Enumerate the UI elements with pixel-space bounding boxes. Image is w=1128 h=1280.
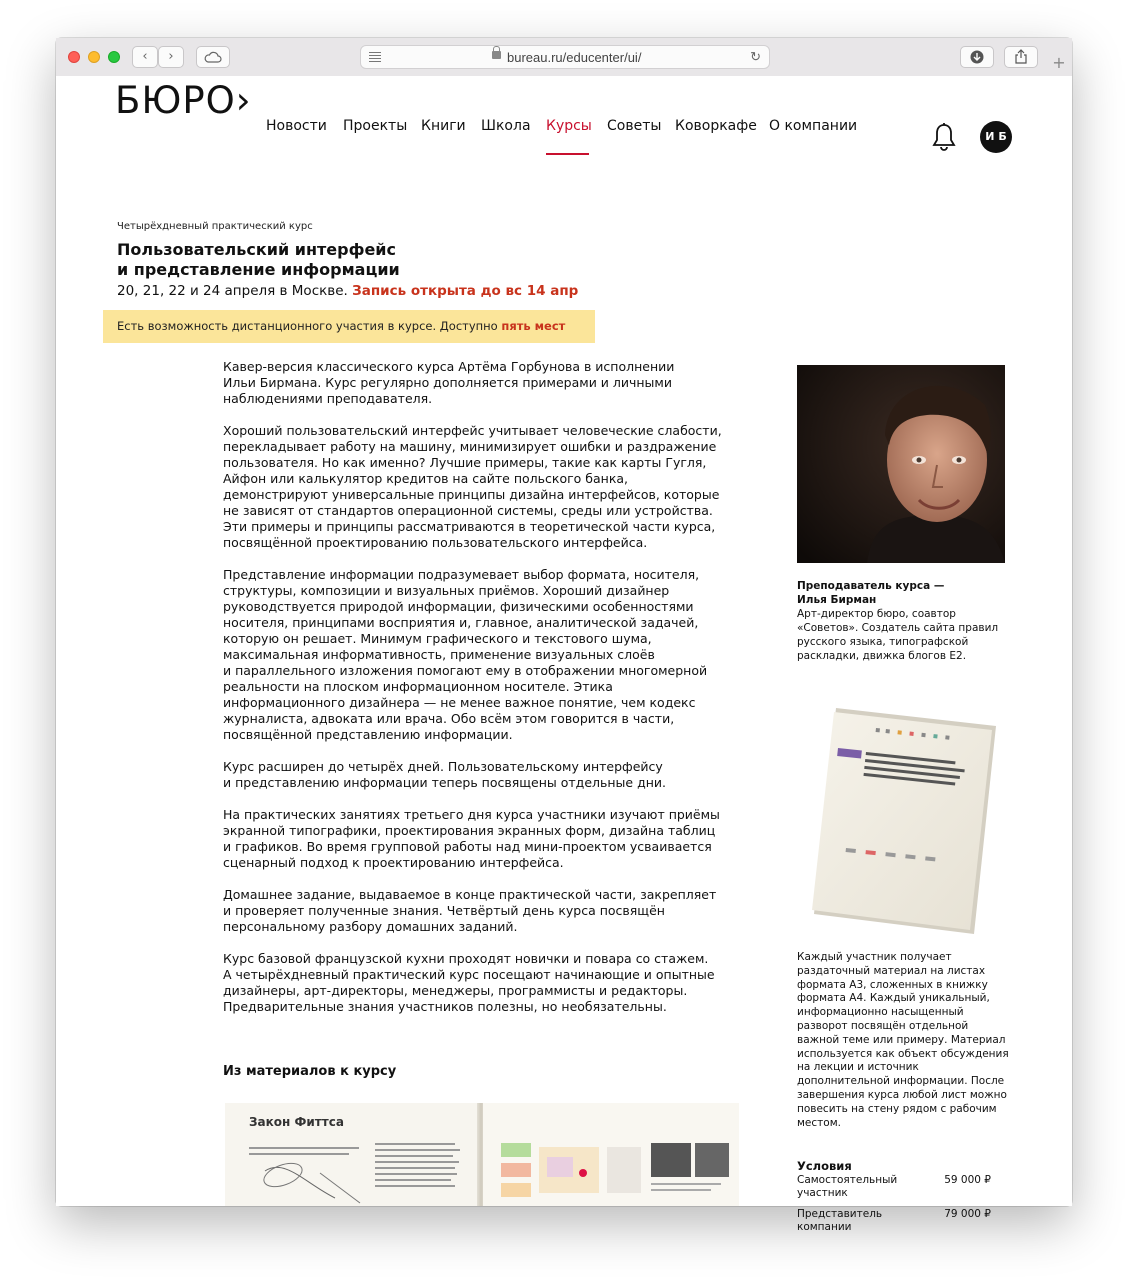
url-text: bureau.ru/educenter/ui/ xyxy=(507,50,642,65)
lock-icon xyxy=(492,51,501,59)
user-avatar[interactable]: И Б xyxy=(980,121,1012,153)
close-window-button[interactable] xyxy=(68,51,80,63)
teacher-name[interactable]: Илья Бирман xyxy=(797,594,877,606)
course-dates: 20, 21, 22 и 24 апреля в Москве. Запись открыта до вс 14 апр xyxy=(117,283,579,299)
materials-description: Каждый участник получает раздаточный материал на листах формата А3, сложенных в книжку формата А4. Каждый уникальный, информационно насыщенный разворот посвящён отдельной важной теме или примеру. Материал используется как объект обсуждения на лекции и источник дополнительной информации. После завершения курса любой лист можно повесить на стену рядом с рабочим местом. xyxy=(797,951,1009,1129)
nav-item-projects[interactable]: Проекты xyxy=(343,118,408,134)
teacher-photo xyxy=(797,365,1005,563)
nav-item-school[interactable]: Школа xyxy=(481,118,531,134)
teacher-caption: Преподаватель курса — Илья Бирман Арт-директор бюро, соавтор «Советов». Создатель сайта правил русского языка, типографской раскладки, движка блогов Е2. xyxy=(797,580,999,662)
zoom-window-button[interactable] xyxy=(108,51,120,63)
back-button[interactable] xyxy=(132,46,158,68)
paragraph: Кавер-версия классического курса Артёма Горбунова в исполнении Ильи Бирмана. Курс регулярно дополняется примерами и личными наблюдениями преподавателя. xyxy=(223,359,675,406)
registration-link[interactable]: Запись открыта до вс 14 апр xyxy=(352,283,579,299)
reader-icon[interactable] xyxy=(369,52,381,64)
paragraph: Курс расширен до четырёх дней. Пользовательскому интерфейсу и представлению информации теперь посвящены отдельные дни. xyxy=(223,759,666,790)
course-description xyxy=(223,359,743,1031)
nav-item-coworkcafe[interactable]: Коворкафе xyxy=(675,118,757,134)
share-icon xyxy=(1015,49,1027,64)
course-title: Пользовательский интерфейс и представление информации xyxy=(117,240,400,279)
chevron-right-icon: › xyxy=(168,49,174,64)
bell-icon[interactable] xyxy=(931,122,957,152)
chevron-left-icon: ‹ xyxy=(142,49,148,64)
nav-item-advice[interactable]: Советы xyxy=(607,118,662,134)
new-tab-button[interactable]: + xyxy=(1052,53,1066,72)
materials-heading: Из материалов к курсу xyxy=(223,1064,397,1079)
downloads-button[interactable] xyxy=(960,46,994,68)
paragraph: Представление информации подразумевает выбор формата, носителя, структуры, композиции и визуальных приёмов. Хороший дизайнер руководствуется природой информации, физическими особенностями носителя, принципами восприятия и, главное, аналитической задачей, которую он решает. Минимум графического и текстового шума, максимальная информативность, применение визуальных слоёв и параллельного изложения помогают ему в отображении многомерной реальности на плоском информационном носителе. Этика информационного дизайнера — не менее важное понятие, чем кодекс журналиста, адвоката или врача. Обо всём этом говорится в части, посвящённой представлению информации. xyxy=(223,567,708,742)
icloud-tabs-button[interactable] xyxy=(196,46,230,68)
share-button[interactable] xyxy=(1004,46,1038,68)
site-logo[interactable]: БЮРО› xyxy=(115,79,252,122)
conditions-heading: Условия xyxy=(797,1159,852,1173)
page: БЮРО› Новости Проекты Книги Школа Курсы Советы Коворкафе О компании И Б Четырёхдневный практический курс Пользовательский интерфейс и представление информации 20, 21, 22 и 24 апреля в Москве. Запись открыта до вс 14 апр Есть возможность дистанционного участия в курсе. Доступно пять мест Кавер-версия классического курса Артёма Горбунова в исполнении Ильи Бирмана. Курс регулярно дополняется примерами и личными наблюдениями преподавателя. Хороший пользовательский интерфейс учитывает человеческие слабости, перекладывает работу на машину, минимизирует ошибки и раздражение пользователя. Но как именно? Лучшие примеры, такие как карты Гугля, Айфон или калькулятор кредитов на сайте польского банка, демонстрируют универсальные принципы дизайна интерфейсов, которые не зависят от стандартов операционной системы, среды или устройства. Эти примеры и принципы рассматриваются в теоретической части курса, посвящённой проектированию пользовательского интерфейса. Представление информации подразумевает выбор формата, носителя, структуры, композиции и визуальных приёмов. Хороший дизайнер руководствуется природой информации, физическими особенностями носителя, принципами восприятия и, главное, аналитической задачей, которую он решает. Минимум графического и текстового шума, максимальная информативность, применение визуальных слоёв и параллельного изложения помогают ему в отображении многомерной реальности на плоском информационном носителе. Этика информационного дизайнера — не менее важное понятие, чем кодекс журналиста, адвоката или врача. Обо всём этом говорится в части, посвящённой представлению информации. Курс расширен до четырёх дней. Пользовательскому интерфейсу и представлению информации теперь посвящены отдельные дни. На практических занятиях третьего дня курса участники изучают приёмы экранной типографики, проектирования экранных форм, дизайна таблиц и графиков. Во время групповой работы над мини-проектом усваивается сценарный подход к проектированию интерфейса. Домашнее задание, выдаваемое в конце практической части, закрепляет и проверяет полученные знания. Четвёртый день курса посвящён персональному разбору домашних заданий. Курс базовой французской кухни проходят новички и повара со стажем. А четырёхдневный практический курс посещают начинающие и опытные дизайнеры, арт-директоры, менеджеры, программисты и редакторы. Предварительные знания участников полезны, но необязательны. Из материалов к курсу Закон Фиттса Преподаватель курса — Илья Бирман Арт-директор бюро, соавтор «Советов». Создатель сайта правил русского языка, типографской раскладки, движка блогов Е2. Каждый участник получает раздаточный материал на листах формата А3, сложенных в книжку формата А4. Каждый уникальный, информационно насыщенный разворот посвящён отдельной важной теме или примеру. Материал используется как объект обсуждения на лекции и источник дополнительной информации. После завершения курса любой лист можно повесить на стену рядом с рабочим местом. Условия Самостоятельный участник 59 000 ₽ Представитель компании 79 000 ₽ xyxy=(56,76,1072,1206)
paragraph: Домашнее задание, выдаваемое в конце практической части, закрепляет и проверяет полученные знания. Четвёртый день курса посвящён персональному разбору домашних заданий. xyxy=(223,887,717,934)
forward-button[interactable] xyxy=(158,46,184,68)
nav-item-about[interactable]: О компании xyxy=(769,118,858,134)
browser-window xyxy=(56,38,1072,1233)
paragraph: Хороший пользовательский интерфейс учитывает человеческие слабости, перекладывает работу на машину, минимизирует ошибки и раздражение пользователя. Но как именно? Лучшие примеры, такие как карты Гугля, Айфон или калькулятор кредитов на сайте польского банка, демонстрируют универсальные принципы дизайна интерфейсов, которые не зависят от стандартов операционной системы, среды или устройства. Эти примеры и принципы рассматриваются в теоретической части курса, посвящённой проектированию пользовательского интерфейса. xyxy=(223,423,722,550)
paragraph: На практических занятиях третьего дня курса участники изучают приёмы экранной типографики, проектирования экранных форм, дизайна таблиц и графиков. Во время групповой работы над мини-проектом усваивается сценарный подход к проектированию интерфейса. xyxy=(223,807,720,870)
reload-icon[interactable]: ↻ xyxy=(750,49,761,64)
download-icon xyxy=(970,50,984,64)
ui-map-illustration xyxy=(483,1103,739,1206)
spread-title: Закон Фиттса xyxy=(249,1115,344,1129)
cloud-icon xyxy=(204,51,222,63)
price-value: 59 000 ₽ xyxy=(944,1174,991,1186)
minimize-window-button[interactable] xyxy=(88,51,100,63)
course-kicker: Четырёхдневный практический курс xyxy=(117,221,313,232)
address-bar[interactable] xyxy=(360,45,770,69)
nav-item-courses[interactable]: Курсы xyxy=(546,118,592,134)
remote-notice: Есть возможность дистанционного участия в курсе. Доступно пять мест xyxy=(103,310,595,343)
title-bar xyxy=(56,38,1072,77)
nav-item-books[interactable]: Книги xyxy=(421,118,466,134)
handout-booklet-image xyxy=(806,708,996,938)
active-nav-underline xyxy=(546,153,589,155)
materials-spread-image[interactable] xyxy=(225,1103,739,1206)
paragraph: Курс базовой французской кухни проходят новички и повара со стажем. А четырёхдневный практический курс посещают начинающие и опытные дизайнеры, арт-директоры, менеджеры, программисты и редакторы. Предварительные знания участников полезны, но необязательны. xyxy=(223,951,715,1014)
seats-link[interactable]: пять мест xyxy=(501,319,566,333)
price-value: 79 000 ₽ xyxy=(944,1208,991,1220)
nav-item-news[interactable]: Новости xyxy=(266,118,327,134)
